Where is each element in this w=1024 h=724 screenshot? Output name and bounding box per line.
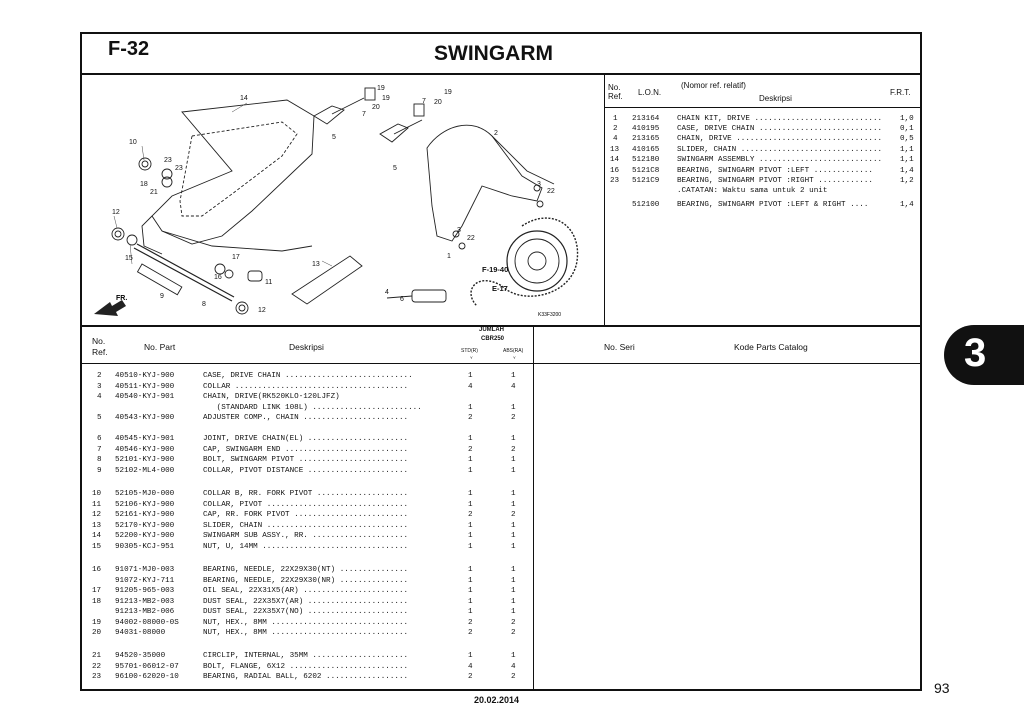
parts-abs-mark: Y — [513, 355, 516, 360]
callout: 11 — [265, 279, 273, 286]
callout: 13 — [312, 261, 320, 268]
parts-table-body: 2 40510-KYJ-900 CASE, DRIVE CHAIN ............................ 1 1 3 40511-KYJ-900 COLLAR ...................................... 4 4 4 40540-KYJ-901 CHAIN, DRIVE(RK520KLO-120LJFZ) (STANDARD LINK 108L) ........................ 1 1 5 40543-KYJ-900 ADJUSTER COMP., CHAIN ....................... 2 2 6 40545-KYJ-901 JOINT, DRIVE CHAIN(EL) ...................... 1 1 7 40546-KYJ-900 CAP, SWINGARM END ........................... 2 2 8 52101-KYJ-900 BOLT, SWINGARM PIVOT ........................ 1 1 9 52102-ML4-000 COLLAR, PIVOT DISTANCE ...................... 1 1 10 52105-MJ0-000 COLLAR B, RR. FORK PIVOT .................... 1 1 11 52106-KYJ-900 COLLAR, PIVOT ............................... 1 1 12 52161-KYJ-900 CAP, RR. FORK PIVOT ......................... 2 2 13 52170-KYJ-900 SLIDER, CHAIN ............................... 1 1 14 52200-KYJ-900 SWINGARM SUB ASSY., RR. ..................... 1 1 15 90305-KCJ-951 NUT, U, 14MM ................................ 1 1 16 91071-MJ0-003 BEARING, NEEDLE, 22X29X30(NT) ............... 1 1 91072-KYJ-711 BEARING, NEEDLE, 22X29X30(NR) ............... 1 1 17 91205-965-003 OIL SEAL, 22X31X5(AR) ....................... 1 1 18 91213-MB2-003 DUST SEAL, 22X35X7(AR) ...................... 1 1 91213-MB2-006 DUST SEAL, 22X35X7(NO) ...................... 1 1 19 94002-08000-0S NUT, HEX., 8MM .............................. 2 2 20 94031-08000 NUT, HEX., 8MM .............................. 2 2 21 94520-35000 CIRCLIP, INTERNAL, 35MM ..................... 1 1 22 95701-06012-07 BOLT, FLANGE, 6X12 .......................... 4 4 23 96100-62020-10 BEARING, RADIAL BALL, 6202 .................. 2 2 — [92, 372, 516, 681]
parts-header-line — [81, 363, 921, 364]
lon-table-body: 1 213164 CHAIN KIT, DRIVE ............................ 1,0 2 410195 CASE, DRIVE CHAIN ........................... 0,1 4 213165 CHAIN, DRIVE ................................ 0,5 13 410165 SLIDER, CHAIN ............................... 1,1 14 512180 SWINGARM ASSEMBLY ........................... 1,1 16 5121C8 BEARING, SWINGARM PIVOT :LEFT ............. 1,4 23 5121C9 BEARING, SWINGARM PIVOT :RIGHT ............ 1,2 .CATATAN: Waktu sama untuk 2 unit 512100 BEARING, SWINGARM PIVOT :LEFT & RIGHT .... 1,4 — [610, 115, 914, 209]
callout: 19 — [377, 85, 385, 92]
callout: 15 — [125, 255, 133, 262]
callout: 21 — [150, 189, 158, 196]
footer-date: 20.02.2014 — [474, 695, 520, 705]
callout: 6 — [400, 296, 404, 303]
lon-header-line — [605, 107, 921, 108]
parts-desc-header: Deskripsi — [289, 342, 324, 352]
callout: 4 — [385, 289, 389, 296]
callout: 18 — [140, 181, 148, 188]
lon-frt-header: F.R.T. — [890, 88, 911, 97]
parts-column-divider — [533, 326, 534, 690]
lon-desc-header: Deskripsi — [759, 94, 792, 103]
callout: 20 — [372, 104, 380, 111]
page-title: SWINGARM — [434, 42, 553, 65]
parts-seri-header: No. Seri — [604, 342, 635, 352]
callout: 16 — [214, 274, 222, 281]
parts-model-header: CBR250 — [481, 336, 505, 342]
parts-part-header: No. Part — [144, 342, 176, 352]
parts-catalog-header: Kode Parts Catalog — [734, 342, 808, 352]
callout: 19 — [444, 89, 452, 96]
image-code: K33F3200 — [538, 312, 562, 318]
chapter-tab — [944, 325, 1024, 385]
callout: 22 — [547, 188, 555, 195]
callout: 12 — [258, 307, 266, 314]
callout: 17 — [232, 254, 240, 261]
callout: 1 — [447, 253, 451, 260]
lon-no-header: No. Ref. — [608, 83, 623, 101]
lon-lon-header: L.O.N. — [638, 88, 662, 97]
exploded-diagram — [82, 76, 602, 324]
chain-slider — [292, 256, 362, 304]
parts-std-mark: Y — [470, 355, 473, 360]
front-label: FR. — [116, 295, 128, 302]
callout: 8 — [202, 301, 206, 308]
chapter-number: 3 — [964, 331, 987, 375]
drive-chain — [471, 218, 578, 306]
callout: 19 — [382, 95, 390, 102]
callout: 22 — [467, 235, 475, 242]
callout: 5 — [332, 134, 336, 141]
callout: 10 — [129, 139, 137, 146]
parts-std-header: STD(R) — [461, 348, 478, 354]
callout: 9 — [160, 293, 164, 300]
ref-e17: E-17 — [492, 284, 508, 293]
callout: 23 — [175, 165, 183, 172]
callout: 20 — [434, 99, 442, 106]
parts-abs-header: ABS(RA) — [503, 348, 524, 354]
callout: 7 — [362, 111, 366, 118]
callout: 12 — [112, 209, 120, 216]
section-code: F-32 — [108, 38, 150, 60]
callout: 23 — [164, 157, 172, 164]
callout: 3 — [537, 181, 541, 188]
lon-note-header: (Nomor ref. relatif) — [681, 81, 746, 90]
page-number: 93 — [934, 680, 950, 696]
ref-f19: F-19-40 — [482, 265, 509, 274]
parts-jumlah-header: JUMLAH — [479, 327, 504, 333]
swingarm-body — [152, 100, 314, 244]
parts-ref-header: No. Ref. — [92, 336, 108, 357]
callout: 2 — [494, 130, 498, 137]
callout: 5 — [393, 165, 397, 172]
front-arrow-icon — [94, 300, 126, 316]
callout: 7 — [422, 98, 426, 105]
header-divider — [81, 73, 921, 75]
callout: 14 — [240, 95, 248, 102]
callout: 3 — [457, 227, 461, 234]
